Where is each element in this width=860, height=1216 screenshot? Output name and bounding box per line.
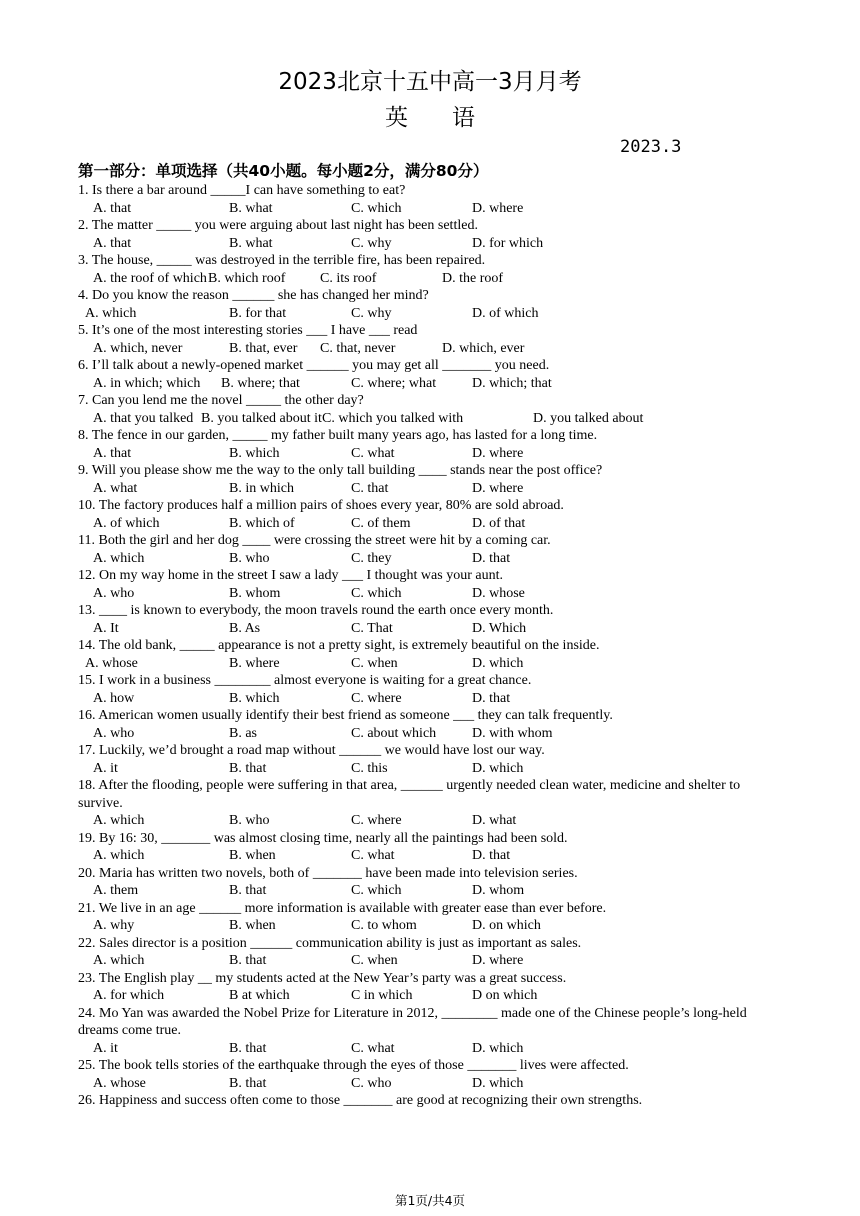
question-stem: 20. Maria has written two novels, both of _______ have been made into television series. bbox=[78, 865, 578, 881]
answer-option: C. which bbox=[351, 200, 402, 216]
question-item bbox=[78, 970, 788, 1005]
question-stem: 15. I work in a business ________ almost everyone is waiting for a great chance. bbox=[78, 673, 532, 688]
answer-option: A. whose bbox=[93, 1075, 146, 1091]
option-row bbox=[78, 1040, 788, 1058]
answer-option: D. which bbox=[472, 760, 524, 776]
question-stem: 14. The old bank, _____ appearance is not a pretty sight, is extremely beautiful on the inside. bbox=[78, 638, 600, 653]
answer-option: A. which bbox=[93, 953, 145, 968]
answer-option: D. which bbox=[472, 1075, 524, 1091]
answer-option: A. which bbox=[93, 813, 145, 828]
answer-option: B. which of bbox=[229, 515, 295, 531]
question-item bbox=[78, 865, 788, 900]
answer-option: B. when bbox=[229, 918, 276, 933]
question-stem: 8. The fence in our garden, _____ my father built many years ago, has lasted for a long time. bbox=[78, 428, 598, 443]
answer-option: B. what bbox=[229, 200, 273, 216]
option-row bbox=[78, 655, 788, 673]
answer-option: D. where bbox=[472, 200, 524, 216]
option-row bbox=[78, 200, 788, 218]
option-row bbox=[78, 987, 788, 1005]
option-row bbox=[78, 305, 788, 323]
option-row bbox=[78, 1075, 788, 1093]
answer-option: A. them bbox=[93, 883, 139, 898]
answer-option: C. they bbox=[351, 550, 392, 566]
answer-option: C in which bbox=[351, 988, 413, 1003]
option-row bbox=[78, 445, 788, 463]
question-list bbox=[78, 182, 788, 1110]
answer-option: D. which; that bbox=[472, 375, 552, 391]
question-stem: 13. ____ is known to everybody, the moon travels round the earth once every month. bbox=[78, 603, 554, 618]
answer-option: D. on which bbox=[472, 918, 541, 933]
answer-option: B at which bbox=[229, 988, 290, 1003]
answer-option: D. which, ever bbox=[442, 340, 525, 356]
answer-option: B. where bbox=[229, 655, 280, 671]
answer-option: D. which bbox=[472, 655, 524, 671]
question-item bbox=[78, 532, 788, 567]
option-row bbox=[78, 725, 788, 743]
question-item bbox=[78, 357, 788, 392]
option-row bbox=[78, 480, 788, 498]
option-row bbox=[78, 375, 788, 393]
answer-option: A. why bbox=[93, 918, 135, 933]
answer-option: C. this bbox=[351, 760, 388, 776]
question-item bbox=[78, 182, 788, 217]
answer-option: C. about which bbox=[351, 725, 437, 741]
answer-option: B. which bbox=[229, 690, 280, 706]
question-stem: 11. Both the girl and her dog ____ were crossing the street were hit by a coming car. bbox=[78, 533, 551, 548]
answer-option: A. who bbox=[93, 585, 135, 601]
answer-option: C. what bbox=[351, 1040, 395, 1056]
question-stem: 9. Will you please show me the way to the only tall building ____ stands near the post office? bbox=[78, 463, 603, 478]
answer-option: A. which bbox=[93, 848, 145, 863]
question-stem: 16. American women usually identify their best friend as someone ___ they can talk frequently. bbox=[78, 708, 613, 723]
answer-option: B. what bbox=[229, 235, 273, 251]
option-row bbox=[78, 952, 788, 970]
option-row bbox=[78, 847, 788, 865]
question-item bbox=[78, 217, 788, 252]
answer-option: D. the roof bbox=[442, 270, 504, 286]
answer-option: A. who bbox=[93, 725, 135, 741]
question-stem: 21. We live in an age ______ more information is available with greater ease than ever before. bbox=[78, 900, 607, 916]
question-item bbox=[78, 1092, 788, 1110]
answer-option: B. which roof bbox=[208, 270, 286, 286]
question-item bbox=[78, 427, 788, 462]
answer-option: C. where; what bbox=[351, 375, 437, 391]
question-item bbox=[78, 392, 788, 427]
option-row bbox=[78, 585, 788, 603]
question-stem: 24. Mo Yan was awarded the Nobel Prize for Literature in 2012, ________ made one of the Chinese people’s long-held dreams come true. bbox=[78, 1005, 747, 1038]
option-row bbox=[78, 410, 788, 428]
option-row bbox=[78, 235, 788, 253]
answer-option: A. which, never bbox=[93, 340, 183, 356]
question-item bbox=[78, 777, 788, 830]
answer-option: D. that bbox=[472, 550, 511, 566]
answer-option: B. that bbox=[229, 1075, 267, 1091]
answer-option: A. it bbox=[93, 760, 118, 776]
answer-option: D. that bbox=[472, 848, 511, 863]
subject-title: 英语 bbox=[385, 105, 519, 131]
answer-option: C. its roof bbox=[320, 270, 377, 286]
option-row bbox=[78, 620, 788, 638]
answer-option: C. of them bbox=[351, 515, 411, 531]
answer-option: B. in which bbox=[229, 480, 294, 496]
answer-option: A. of which bbox=[93, 515, 160, 531]
answer-option: B. who bbox=[229, 550, 270, 566]
answer-option: B. for that bbox=[229, 305, 287, 321]
answer-option: C. that bbox=[351, 480, 389, 496]
answer-option: C. which you talked with bbox=[322, 410, 464, 426]
option-row bbox=[78, 812, 788, 830]
answer-option: B. as bbox=[229, 725, 257, 741]
answer-option: C. why bbox=[351, 305, 392, 321]
question-item bbox=[78, 1005, 788, 1058]
answer-option: C. which bbox=[351, 883, 402, 898]
answer-option: B. you talked about it bbox=[201, 410, 322, 426]
question-stem: 6. I’ll talk about a newly-opened market ______ you may get all _______ you need. bbox=[78, 358, 550, 373]
answer-option: A. the roof of which bbox=[93, 270, 207, 286]
answer-option: B. who bbox=[229, 813, 270, 828]
answer-option: D. what bbox=[472, 813, 517, 828]
answer-option: B. that bbox=[229, 1040, 267, 1056]
question-stem: 17. Luckily, we’d brought a road map without ______ we would have lost our way. bbox=[78, 743, 545, 758]
question-stem: 18. After the flooding, people were suffering in that area, ______ urgently needed clean water, medicine and shelter to survive. bbox=[78, 778, 741, 811]
question-item bbox=[78, 287, 788, 322]
question-stem: 1. Is there a bar around _____I can have something to eat? bbox=[78, 183, 406, 198]
question-stem: 2. The matter _____ you were arguing about last night has been settled. bbox=[78, 218, 478, 233]
answer-option: A. in which; which bbox=[93, 375, 201, 391]
question-stem: 10. The factory produces half a million pairs of shoes every year, 80% are sold abroad. bbox=[78, 498, 564, 513]
question-item bbox=[78, 322, 788, 357]
answer-option: C. what bbox=[351, 445, 395, 461]
question-item bbox=[78, 900, 788, 935]
exam-title: 2023北京十五中高一3月月考 bbox=[278, 69, 582, 95]
answer-option: B. whom bbox=[229, 585, 281, 601]
question-stem: 7. Can you lend me the novel _____ the other day? bbox=[78, 393, 364, 408]
answer-option: D. whom bbox=[472, 883, 525, 898]
answer-option: D. of which bbox=[472, 305, 539, 321]
answer-option: D. you talked about bbox=[533, 410, 644, 426]
option-row bbox=[78, 550, 788, 568]
answer-option: A. that bbox=[93, 235, 132, 251]
answer-option: D. for which bbox=[472, 235, 544, 251]
answer-option: B. that bbox=[229, 883, 267, 898]
answer-option: C. what bbox=[351, 848, 395, 863]
answer-option: C. where bbox=[351, 690, 402, 706]
question-item bbox=[78, 742, 788, 777]
answer-option: A. how bbox=[93, 690, 135, 706]
option-row bbox=[78, 882, 788, 900]
answer-option: C. who bbox=[351, 1075, 392, 1091]
question-stem: 19. By 16: 30, _______ was almost closing time, nearly all the paintings had been sold. bbox=[78, 830, 568, 846]
answer-option: B. which bbox=[229, 445, 280, 461]
option-row bbox=[78, 760, 788, 778]
answer-option: A. for which bbox=[93, 988, 165, 1003]
answer-option: C. that, never bbox=[320, 340, 396, 356]
answer-option: C. when bbox=[351, 655, 398, 671]
question-stem: 5. It’s one of the most interesting stories ___ I have ___ read bbox=[78, 323, 418, 338]
answer-option: A. that bbox=[93, 200, 132, 216]
answer-option: A. which bbox=[93, 550, 145, 566]
question-item bbox=[78, 602, 788, 637]
answer-option: B. that bbox=[229, 760, 267, 776]
option-row bbox=[78, 690, 788, 708]
question-stem: 3. The house, _____ was destroyed in the terrible fire, has been repaired. bbox=[78, 253, 486, 268]
question-item bbox=[78, 252, 788, 287]
option-row bbox=[78, 270, 788, 288]
question-item bbox=[78, 462, 788, 497]
question-stem: 22. Sales director is a position ______ communication ability is just as important as sales. bbox=[78, 935, 582, 951]
answer-option: C. when bbox=[351, 953, 398, 968]
question-item bbox=[78, 707, 788, 742]
answer-option: D. Which bbox=[472, 620, 527, 636]
answer-option: A. that you talked bbox=[93, 410, 194, 426]
question-stem: 25. The book tells stories of the earthquake through the eyes of those _______ lives were affected. bbox=[78, 1058, 629, 1073]
answer-option: A. what bbox=[93, 480, 138, 496]
answer-option: B. As bbox=[229, 620, 261, 636]
exam-date: 2023.3 bbox=[620, 137, 682, 157]
answer-option: C. why bbox=[351, 235, 392, 251]
section-heading: 第一部分：单项选择（共40小题。每小题2分，满分80分） bbox=[78, 162, 489, 180]
answer-option: D. whose bbox=[472, 585, 525, 601]
option-row bbox=[78, 917, 788, 935]
answer-option: D. which bbox=[472, 1040, 524, 1056]
question-item bbox=[78, 497, 788, 532]
answer-option: B. where; that bbox=[221, 375, 300, 391]
answer-option: A. whose bbox=[85, 655, 138, 671]
page-number: 第1页/共4页 bbox=[394, 1193, 466, 1208]
question-item bbox=[78, 1057, 788, 1092]
question-stem: 23. The English play __ my students acted at the New Year’s party was a great success. bbox=[78, 970, 567, 986]
answer-option: B. that, ever bbox=[229, 340, 298, 356]
answer-option: D. that bbox=[472, 690, 511, 706]
question-stem: 12. On my way home in the street I saw a lady ___ I thought was your aunt. bbox=[78, 568, 503, 583]
answer-option: C. to whom bbox=[351, 918, 417, 933]
question-item bbox=[78, 935, 788, 970]
answer-option: C. which bbox=[351, 585, 402, 601]
answer-option: D on which bbox=[472, 988, 538, 1003]
question-item bbox=[78, 672, 788, 707]
option-row bbox=[78, 515, 788, 533]
answer-option: A. that bbox=[93, 445, 132, 461]
answer-option: A. it bbox=[93, 1040, 118, 1056]
answer-option: A. which bbox=[85, 305, 137, 321]
option-row bbox=[78, 340, 788, 358]
question-stem: 4. Do you know the reason ______ she has changed her mind? bbox=[78, 288, 429, 303]
answer-option: D. of that bbox=[472, 515, 526, 531]
answer-option: D. where bbox=[472, 445, 524, 461]
answer-option: C. That bbox=[351, 620, 393, 636]
question-item bbox=[78, 830, 788, 865]
answer-option: C. where bbox=[351, 813, 402, 828]
answer-option: B. when bbox=[229, 848, 276, 863]
answer-option: D. with whom bbox=[472, 725, 553, 741]
question-item bbox=[78, 637, 788, 672]
answer-option: B. that bbox=[229, 953, 267, 968]
answer-option: A. It bbox=[93, 620, 119, 636]
question-stem: 26. Happiness and success often come to those _______ are good at recognizing their own strengths. bbox=[78, 1093, 643, 1108]
question-item bbox=[78, 567, 788, 602]
answer-option: D. where bbox=[472, 953, 524, 968]
answer-option: D. where bbox=[472, 480, 524, 496]
